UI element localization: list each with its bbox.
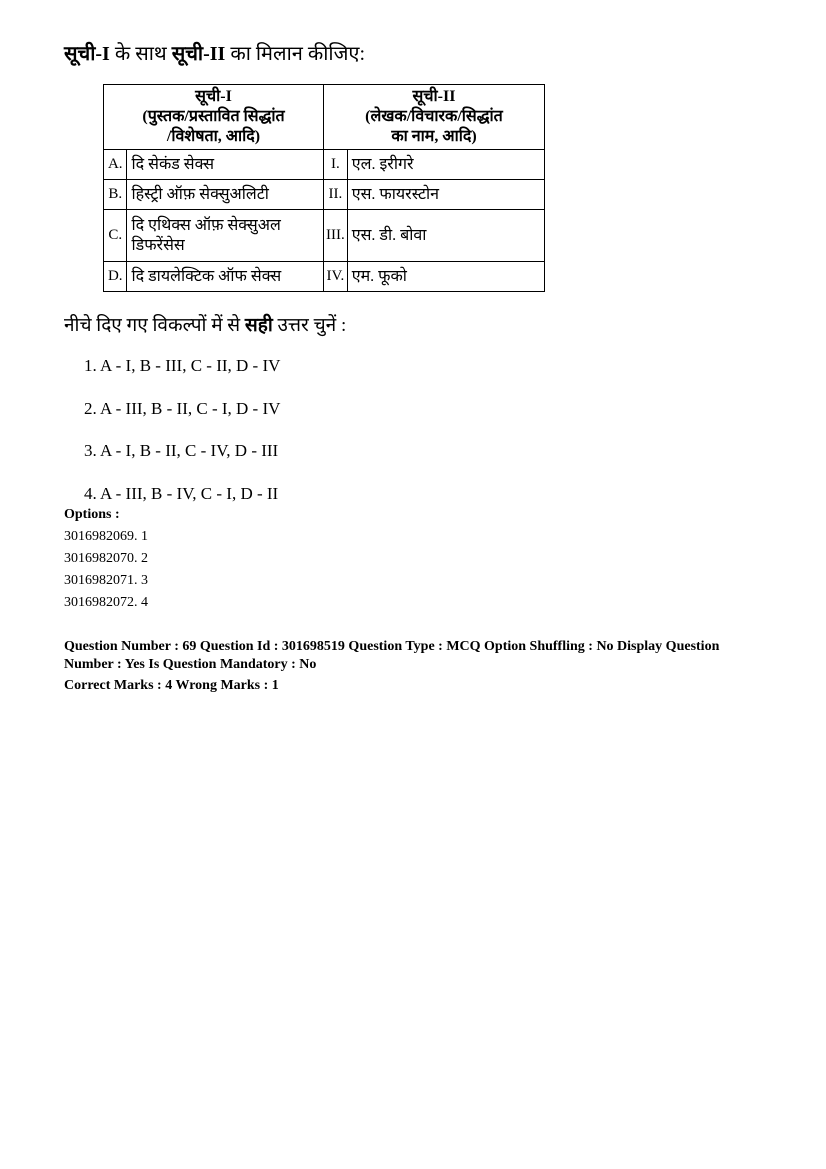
row-item-c: दि एथिक्स ऑफ़ सेक्सुअल डिफरेंसेस: [127, 210, 324, 262]
answer-choices: [84, 352, 280, 522]
list1-subtitle-2: /विशेषता, आदि): [166, 128, 261, 145]
list1-header: [104, 85, 324, 150]
list1-title: सूची-I: [195, 88, 232, 105]
list2-subtitle-2: का नाम, आदि): [391, 128, 477, 145]
row-label-iv: IV.: [324, 262, 348, 292]
instruction-text-2: उत्तर चुनें :: [272, 315, 347, 336]
options-heading: Options :: [64, 507, 120, 522]
option-item: 3016982071. 3: [64, 573, 148, 588]
row-item-iv: एम. फूको: [347, 262, 544, 292]
row-label-ii: II.: [324, 180, 348, 210]
list2-title: सूची-II: [412, 88, 456, 105]
row-label-b: B.: [104, 180, 127, 210]
row-item-b: हिस्ट्री ऑफ़ सेक्सुअलिटी: [127, 180, 324, 210]
instruction: [64, 312, 346, 340]
prompt-text-1: के साथ: [109, 43, 172, 65]
option-item: 3016982069. 1: [64, 529, 148, 544]
table-row: [104, 150, 545, 180]
table-row: [104, 210, 545, 262]
row-item-i: एल. इरीगरे: [347, 150, 544, 180]
choice-1: 1. A - I, B - III, C - II, D - IV: [84, 356, 281, 375]
options-list: [64, 527, 148, 615]
option-item: 3016982070. 2: [64, 551, 148, 566]
table-row: [104, 180, 545, 210]
row-label-a: A.: [104, 150, 127, 180]
row-item-iii: एस. डी. बोवा: [347, 210, 544, 262]
list1-subtitle-1: (पुस्तक/प्रस्तावित सिद्धांत: [142, 108, 285, 125]
marks-info: Correct Marks : 4 Wrong Marks : 1: [64, 678, 279, 693]
prompt-text-2: का मिलान कीजिए:: [225, 43, 366, 65]
choice-2: 2. A - III, B - II, C - I, D - IV: [84, 398, 281, 418]
row-item-ii: एस. फायरस्टोन: [347, 180, 544, 210]
option-item: 3016982072. 4: [64, 595, 148, 610]
choice-4: 4. A - III, B - IV, C - I, D - II: [84, 483, 279, 503]
row-item-d: दि डायलेक्टिक ऑफ सेक्स: [127, 262, 324, 292]
question-prompt: [64, 40, 365, 68]
list1-ref: सूची-I: [64, 43, 110, 65]
instruction-text-1: नीचे दिए गए विकल्पों में से: [64, 315, 245, 336]
table-row: [104, 262, 545, 292]
row-label-d: D.: [104, 262, 127, 292]
row-item-a: दि सेकंड सेक्स: [127, 150, 324, 180]
matching-table: [103, 84, 545, 292]
row-label-c: C.: [104, 210, 127, 262]
table-header-row: [104, 85, 545, 150]
row-label-iii: III.: [324, 210, 348, 262]
question-metadata: Question Number : 69 Question Id : 301698519 Question Type : MCQ Option Shuffling : No Display Question Number : Yes Is Question Mandatory : No: [64, 639, 720, 672]
instruction-emphasis: सही: [244, 315, 273, 336]
list2-header: [324, 85, 545, 150]
list2-ref: सूची-II: [171, 43, 226, 65]
choice-3: 3. A - I, B - II, C - IV, D - III: [84, 441, 279, 460]
row-label-i: I.: [324, 150, 348, 180]
list2-subtitle-1: (लेखक/विचारक/सिद्धांत: [365, 108, 503, 125]
